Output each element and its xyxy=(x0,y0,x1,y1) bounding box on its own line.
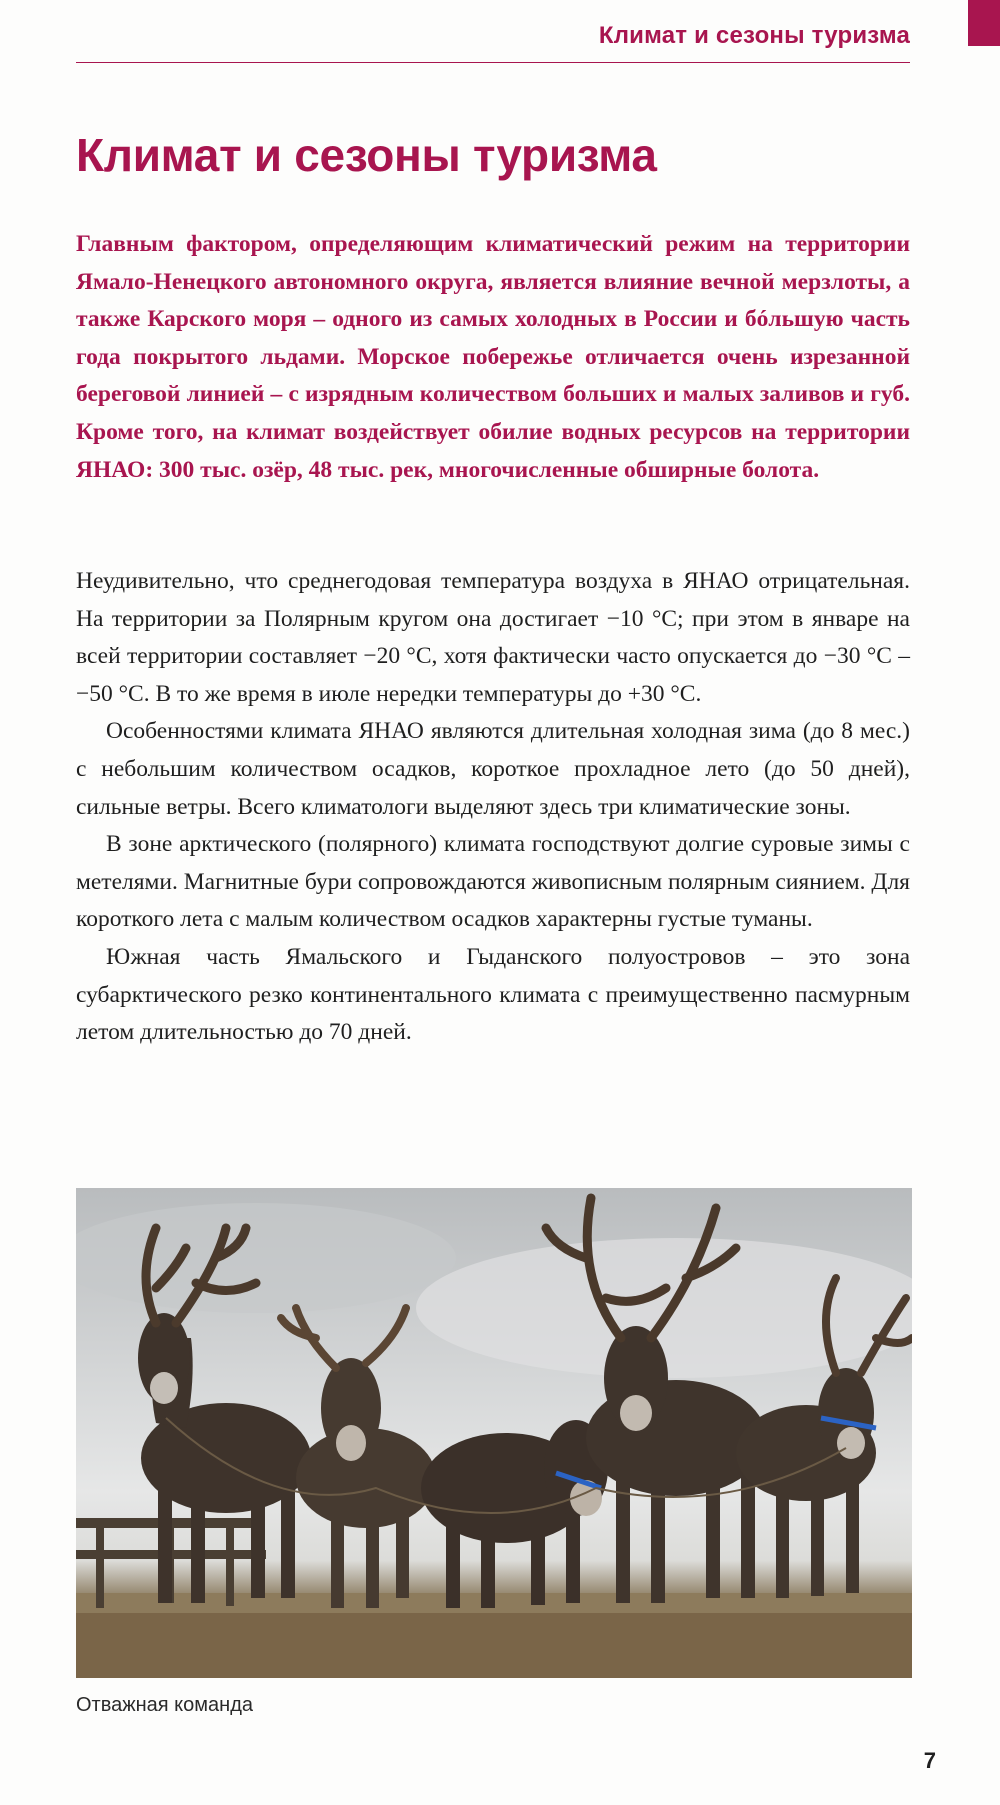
photo-caption: Отважная команда xyxy=(76,1694,253,1716)
body-paragraph: Южная часть Ямальского и Гыданского полуостровов – это зона субарктического резко континентального климата с преимущественно пасмурным летом длительностью до 70 дней. xyxy=(76,943,910,1046)
body-paragraph: Неудивительно, что среднегодовая температура воздуха в ЯНАО отрицательная. На территории за Полярным кругом она достигает −10 °C; при этом в январе на всей территории составляет −20 °C, хотя фактически часто опускается до −30 °C – −50 °C. В то же время в июле нередки температуры до +30 °C. xyxy=(76,568,910,707)
running-header xyxy=(76,22,910,63)
running-header-title: Климат и сезоны туризма xyxy=(598,22,910,49)
body-paragraph: В зоне арктического (полярного) климата господствуют долгие суровые зимы с метелями. Магнитные бури сопровождаются живописным полярным сиянием. Для короткого лета с малым количеством осадков характерны густые туманы. xyxy=(76,831,910,933)
section-tab-marker xyxy=(968,0,1000,46)
page-title: Климат и сезоны туризма xyxy=(76,129,657,181)
body-paragraph: Особенностями климата ЯНАО являются длительная холодная зима (до 8 мес.) с небольшим количеством осадков, короткое прохладное лето (до 50 дней), сильные ветры. Всего климатологи выделяют здесь три климатические зоны. xyxy=(76,718,910,820)
reindeer-photo xyxy=(76,1188,912,1678)
body-text xyxy=(76,563,910,1052)
page-number: 7 xyxy=(923,1748,936,1773)
reindeer-illustration xyxy=(76,1188,912,1678)
lead-paragraph: Главным фактором, определяющим климатический режим на территории Ямало-Ненецкого автономного округа, является влияние вечной мерзлоты, а также Карского моря – одного из самых холодных в России и бóльшую часть года покрытого льдами. Морское побережье отличается очень изрезанной береговой линией – с изрядным количеством больших и малых заливов и губ. Кроме того, на климат воздействует обилие водных ресурсов на территории ЯНАО: 300 тыс. озёр, 48 тыс. рек, многочисленные обширные болота. xyxy=(76,231,910,483)
